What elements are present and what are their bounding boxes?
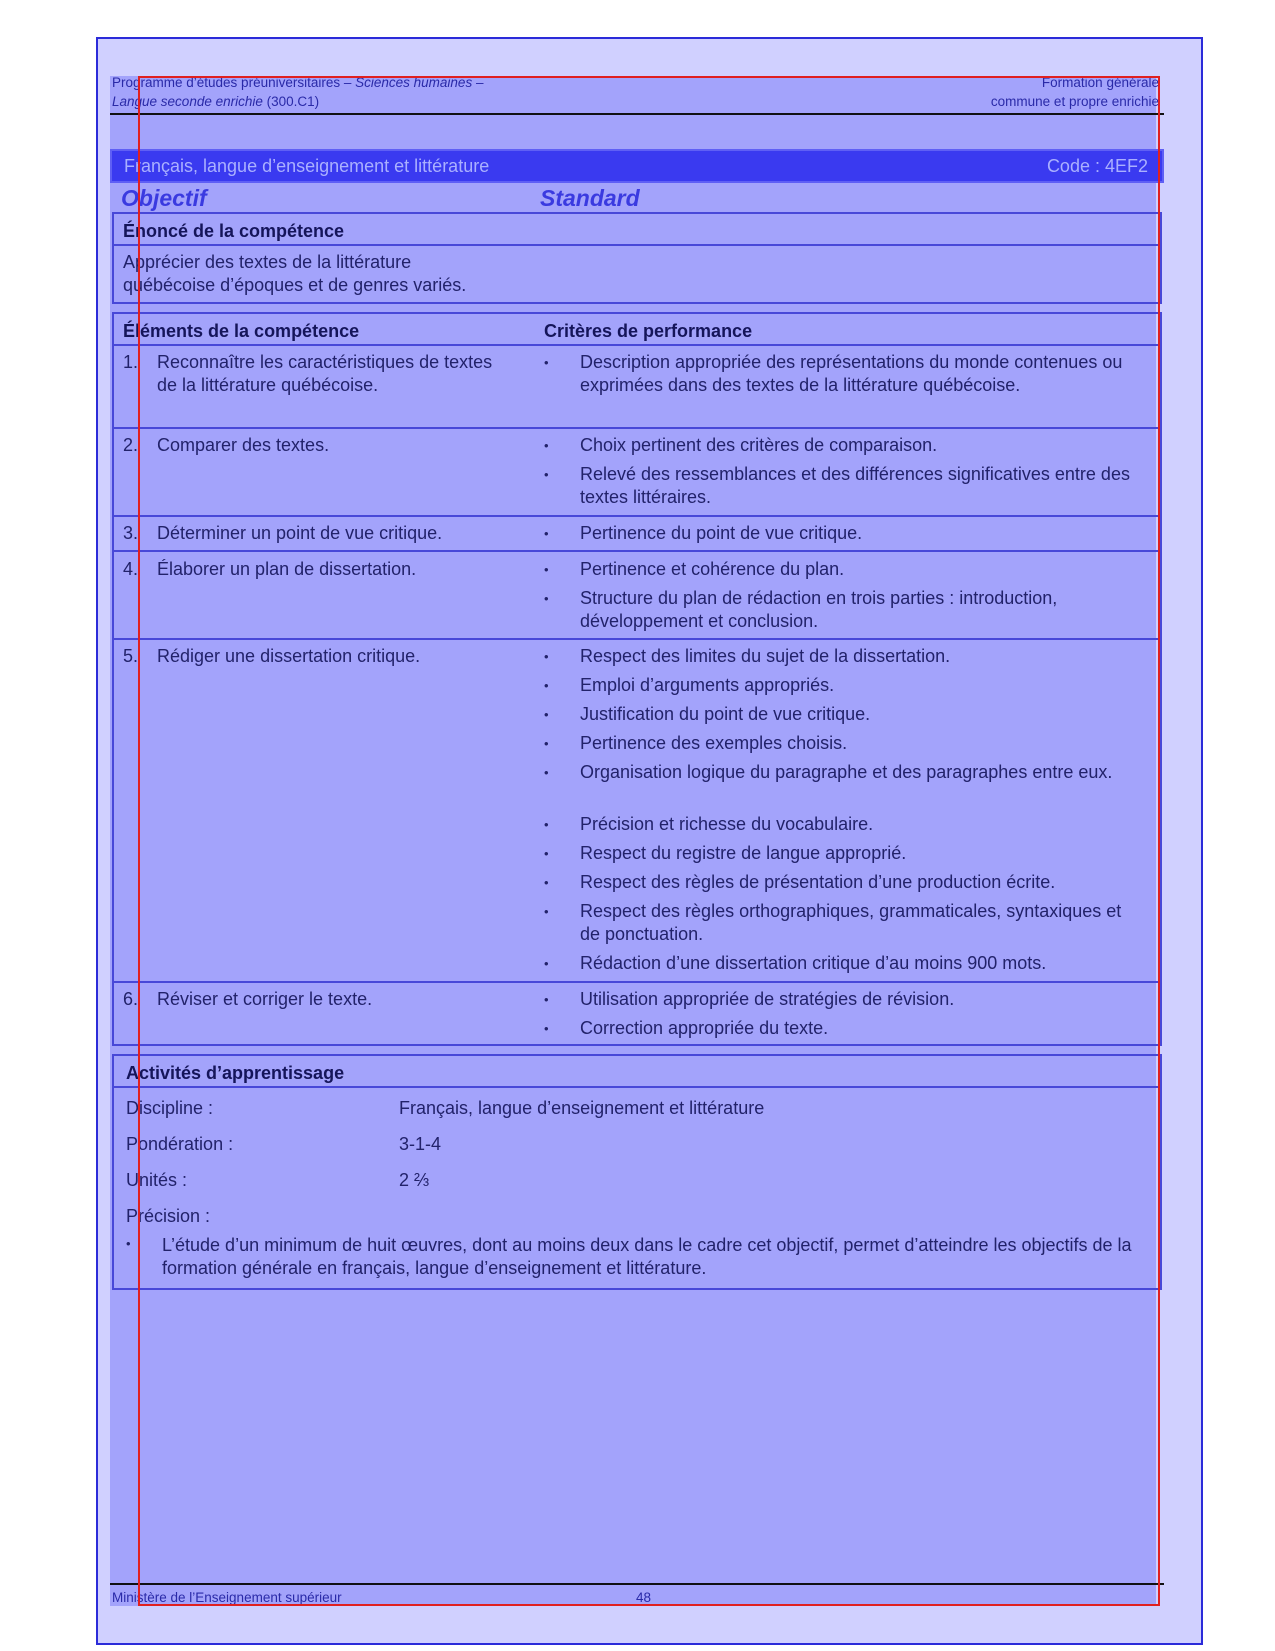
row-divider [114, 515, 1160, 517]
elements-table-header [114, 314, 1160, 346]
unites-value: 2 ⅔ [399, 1170, 430, 1190]
activities-heading: Activités d’apprentissage [114, 1056, 1160, 1088]
precision-label: Précision : [126, 1206, 211, 1226]
row-divider [114, 981, 1160, 983]
header-program-line: Programme d’études préuniversitaires – Sciences humaines – [112, 75, 484, 90]
footer-ministry: Ministère de l’Enseignement supérieur [112, 1590, 342, 1605]
course-title: Français, langue d’enseignement et littérature [124, 156, 490, 176]
elements-heading: Éléments de la compétence [123, 321, 360, 341]
row-divider [114, 638, 1160, 640]
row-divider [114, 427, 1160, 429]
unites-label: Unités : [126, 1170, 188, 1190]
ponderation-label: Pondération : [126, 1134, 234, 1154]
header-language-line: Langue seconde enrichie (300.C1) [112, 94, 320, 109]
header-divider [110, 113, 1164, 115]
header-formation-line2: commune et propre enrichie [990, 94, 1159, 109]
precision-bullet: • [126, 1236, 131, 1251]
course-title-bar [112, 151, 1162, 181]
row-divider [114, 550, 1160, 552]
objective-heading: Objectif [121, 185, 207, 211]
footer-page-number: 48 [636, 1590, 652, 1605]
competence-statement [114, 246, 1160, 302]
competence-statement-line: québécoise d’époques et de genres variés. [123, 275, 467, 295]
discipline-value: Français, langue d’enseignement et littérature [399, 1098, 765, 1118]
course-code: Code : 4EF2 [1046, 156, 1148, 176]
footer-divider [110, 1583, 1164, 1585]
header-formation-line1: Formation générale [1041, 75, 1159, 90]
competence-statement-line: Apprécier des textes de la littérature [123, 252, 412, 272]
competence-box [112, 212, 1162, 304]
ponderation-value: 3-1-4 [399, 1134, 442, 1154]
competence-heading: Énoncé de la compétence [114, 214, 1160, 246]
precision-text: L’étude d’un minimum de huit œuvres, dont au moins deux dans le cadre cet objectif, permet d’atteindre les objectifs de la formation générale en français, langue d’enseignement et littérature. [162, 1235, 1132, 1278]
discipline-label: Discipline : [126, 1098, 214, 1118]
criteria-heading: Critères de performance [544, 321, 753, 341]
activities-box [112, 1054, 1162, 1290]
standard-heading: Standard [540, 185, 640, 211]
elements-table: Éléments de la compétence Critères de performance 1. Reconnaître les caractéristiques de textes de la littérature québécoise. • Description appropriée des représentations du monde contenues ou exprimées dans des textes de la littérature québécoise. 2. Comparer des textes. • Choix pertinent des critères de comparaison. • Relevé des ressemblances et des différences significatives entre des textes littéraires. 3. Déterminer un point de vue critique. • Pertinence du point de vue critique. 4. Élaborer un plan de dissertation. • Pertinence et cohérence du plan. • Structure du plan de rédaction en trois parties : introduction, développement et conclusion. 5. Rédiger une dissertation critique. • Respect des limites du sujet de la dissertation. • Emploi d’arguments appropriés. • Justification du point de vue critique. • Pertinence des exemples choisis. • Organisation logique du paragraphe et des paragraphes entre eux. • Précision et richesse du vocabulaire. • Respect du registre de langue approprié. • Respect des règles de présentation d’une production écrite. • Respect des règles orthographiques, grammaticales, syntaxiques et de ponctuation. • Rédaction d’une dissertation critique d’au moins 900 mots. 6. Réviser et corriger le texte. • Utilisation appropriée de stratégies de révision. • Correction appropriée du texte. [112, 312, 1162, 1046]
